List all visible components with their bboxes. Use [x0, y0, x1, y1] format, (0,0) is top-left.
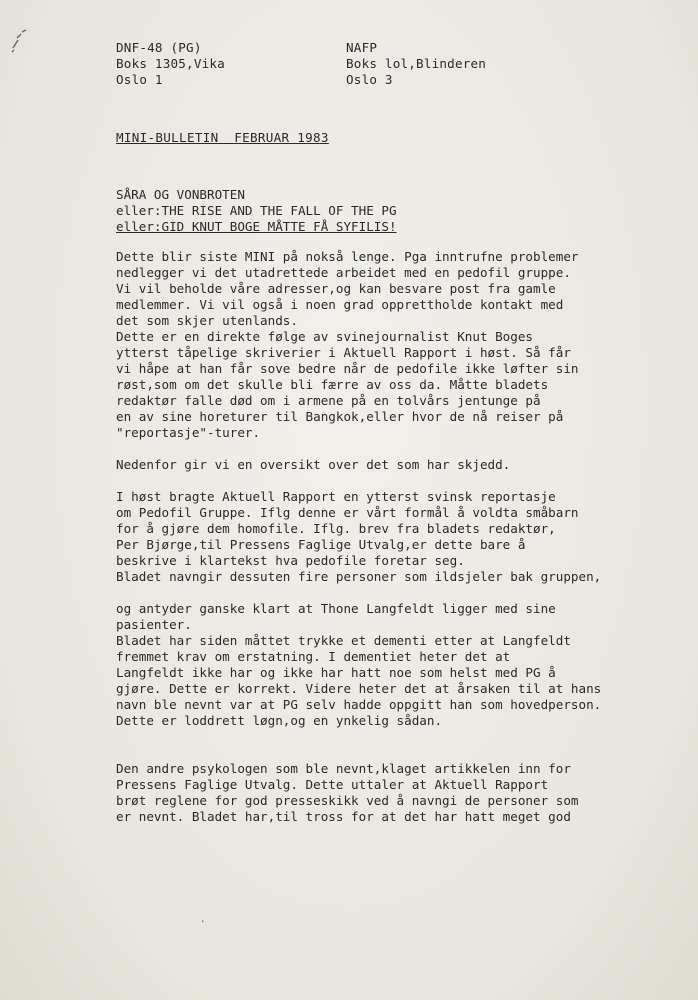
- stray-mark: ˛: [200, 912, 207, 923]
- text-line: Langfeldt ikke har og ikke har hatt noe som helst med PG å: [116, 665, 556, 680]
- text-line: Bladet har siden måttet trykke et dementi etter at Langfeldt: [116, 633, 571, 648]
- text-line: Dette er en direkte følge av svinejournalist Knut Boges: [116, 329, 534, 344]
- text-line: [116, 473, 696, 489]
- text-line: vi håpe at han får sove bedre når de pedofile ikke løfter sin: [116, 361, 579, 376]
- text-line: I høst bragte Aktuell Rapport en ytterst svinsk reportasje: [116, 489, 556, 504]
- article-body: [116, 249, 696, 841]
- text-line: pasienter.: [116, 617, 192, 632]
- text-line: brøt reglene for god presseskikk ved å navngi de personer som: [116, 793, 579, 808]
- text-line: nedlegger vi det utadrettede arbeidet med en pedofil gruppe.: [116, 265, 571, 280]
- address-line: Oslo 3: [346, 72, 393, 87]
- text-line: det som skjer utenlands.: [116, 313, 298, 328]
- text-line: Dette blir siste MINI på nokså lenge. Pga inntrufne problemer: [116, 249, 579, 264]
- text-line: for å gjøre dem homofile. Iflg. brev fra bladets redaktør,: [116, 521, 556, 536]
- address-line: Boks 1305,Vika: [116, 56, 225, 71]
- heading-line-underlined: eller:GID KNUT BOGE MÅTTE FÅ SYFILIS!: [116, 219, 397, 234]
- text-line: beskrive i klartekst hva pedofile foretar seg.: [116, 553, 465, 568]
- text-line: er nevnt. Bladet har,til tross for at det har hatt meget god: [116, 809, 571, 824]
- text-line: [116, 729, 696, 745]
- address-line: NAFP: [346, 40, 378, 55]
- sender-address: [116, 40, 225, 88]
- text-line: gjøre. Dette er korrekt. Videre heter det at årsaken til at hans: [116, 681, 602, 696]
- text-line: medlemmer. Vi vil også i noen grad opprettholde kontakt med: [116, 297, 564, 312]
- text-line: fremmet krav om erstatning. I dementiet heter det at: [116, 649, 511, 664]
- text-line: Vi vil beholde våre adresser,og kan besvare post fra gamle: [116, 281, 556, 296]
- heading-line: SÅRA OG VONBROTEN: [116, 187, 245, 202]
- recipient-address: [346, 40, 486, 88]
- heading-line: eller:THE RISE AND THE FALL OF THE PG: [116, 203, 397, 218]
- text-line: Per Bjørge,til Pressens Faglige Utvalg,er dette bare å: [116, 537, 526, 552]
- text-line: ytterst tåpelige skriverier i Aktuell Rapport i høst. Så får: [116, 345, 571, 360]
- text-line: en av sine horeturer til Bangkok,eller hvor de nå reiser på: [116, 409, 564, 424]
- text-line: om Pedofil Gruppe. Iflg denne er vårt formål å voldta småbarn: [116, 505, 579, 520]
- paragraph-2: [116, 601, 696, 745]
- bulletin-title: MINI-BULLETIN FEBRUAR 1983: [116, 130, 329, 145]
- text-line: navn ble nevnt var at PG selv hadde oppgitt han som hovedperson.: [116, 697, 602, 712]
- address-line: DNF-48 (PG): [116, 40, 202, 55]
- ink-mark-icon: [8, 26, 38, 56]
- text-line: Pressens Faglige Utvalg. Dette uttaler at Aktuell Rapport: [116, 777, 549, 792]
- text-line: Bladet navngir dessuten fire personer som ildsjeler bak gruppen,: [116, 569, 602, 584]
- text-line: Dette er loddrett løgn,og en ynkelig sådan.: [116, 713, 443, 728]
- article-heading: [116, 187, 397, 235]
- text-line: redaktør falle død om i armene på en tolvårs jentunge på: [116, 393, 541, 408]
- address-line: Oslo 1: [116, 72, 163, 87]
- address-line: Boks lol,Blinderen: [346, 56, 487, 71]
- text-line: Nedenfor gir vi en oversikt over det som har skjedd.: [116, 457, 511, 472]
- text-line: [116, 441, 696, 457]
- text-line: og antyder ganske klart at Thone Langfeldt ligger med sine: [116, 601, 556, 616]
- text-line: røst,som om det skulle bli færre av oss da. Måtte bladets: [116, 377, 549, 392]
- paragraph-3: [116, 761, 696, 825]
- paragraph-1: [116, 249, 696, 585]
- text-line: Den andre psykologen som ble nevnt,klaget artikkelen inn for: [116, 761, 571, 776]
- text-line: "reportasje"-turer.: [116, 425, 261, 440]
